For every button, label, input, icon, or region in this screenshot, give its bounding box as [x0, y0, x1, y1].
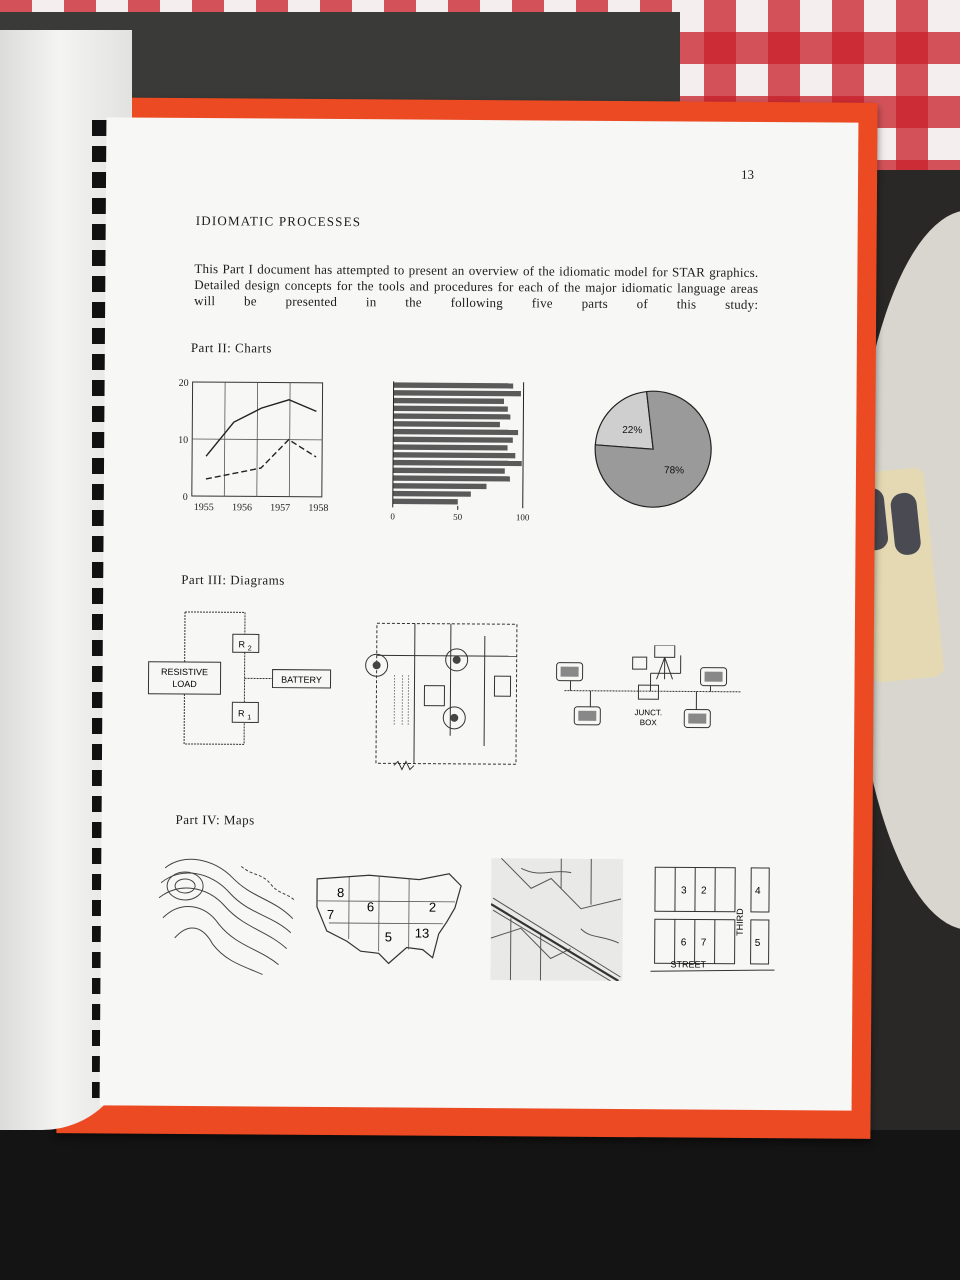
street-map	[490, 858, 623, 981]
us-region-number: 7	[326, 906, 335, 922]
series-line	[206, 399, 316, 457]
part-iii-label: Part III: Diagrams	[181, 571, 285, 588]
y-tick-label: 20	[178, 377, 189, 389]
block-diagram	[144, 610, 335, 751]
intro-paragraph: This Part I document has attempted to present an overview of the idiomatic model for STAR graphics. Detailed design concepts for the tools and procedures for each of the major idiomatic language areas will be presented in the following five parts of this study:	[194, 261, 759, 312]
lot-number: 6	[680, 937, 687, 949]
page-number: 13	[741, 166, 755, 182]
lot-number: 4	[755, 885, 761, 897]
device-key	[890, 492, 922, 556]
bar	[393, 421, 500, 427]
us-map-svg	[309, 867, 470, 968]
us-region-number: 13	[414, 925, 430, 941]
bar	[393, 413, 510, 419]
pie-chart-figure	[589, 385, 720, 516]
resistor-r2-box	[233, 634, 259, 652]
bar-axis	[523, 382, 524, 508]
junction-box-label-line1: JUNCT.	[634, 708, 663, 718]
part-iv-label: Part IV: Maps	[175, 811, 255, 828]
x-tick-label: 1955	[193, 502, 214, 514]
bar-chart	[379, 377, 540, 524]
bar	[393, 452, 515, 458]
part-ii-label: Part II: Charts	[190, 339, 273, 356]
junction-box-label-line2: BOX	[639, 718, 657, 728]
bar-chart-figure	[379, 377, 540, 524]
us-region-number: 6	[366, 899, 375, 915]
bar	[393, 468, 505, 474]
section-heading: IDIOMATIC PROCESSES	[195, 213, 362, 230]
bar	[393, 483, 487, 489]
resistor-r1-box	[232, 702, 258, 722]
lot-map	[650, 865, 781, 978]
y-tick-label: 0	[182, 491, 188, 503]
street-label: STREET	[670, 959, 707, 970]
pie-chart	[589, 385, 720, 516]
bar	[393, 460, 522, 466]
lot-number: 3	[681, 885, 687, 897]
circuit-schematic-svg	[354, 615, 525, 776]
us-region-number: 8	[336, 885, 345, 901]
x-tick-label: 0	[390, 511, 395, 522]
bar	[393, 406, 507, 412]
bar	[393, 499, 458, 505]
bar	[393, 398, 504, 404]
load-label: LOAD	[172, 678, 197, 690]
third-street-label: THIRD	[734, 908, 745, 936]
lot-number: 2	[701, 885, 707, 897]
network-diagram	[550, 645, 746, 756]
pie-slice-label: 22%	[622, 425, 643, 437]
x-tick-label: 1958	[308, 502, 329, 514]
r1-label: R	[238, 708, 245, 719]
pie-slice	[595, 391, 653, 449]
r2-label: R	[238, 639, 246, 650]
circuit-schematic	[354, 615, 525, 776]
street-map-svg	[490, 858, 623, 981]
pie-slice-label: 78%	[663, 465, 685, 477]
block-diagram-svg	[144, 610, 335, 751]
bar	[393, 475, 510, 481]
contour-map-svg	[152, 848, 298, 979]
network-diagram-svg	[550, 645, 746, 756]
lot-number: 5	[754, 937, 761, 949]
grid-line	[192, 439, 322, 440]
us-region-number: 5	[384, 929, 393, 945]
bar	[393, 429, 518, 435]
bar	[393, 437, 513, 443]
line-chart	[170, 376, 331, 517]
r2-subscript: 2	[247, 645, 252, 653]
battery-label: BATTERY	[281, 674, 322, 685]
contour-map	[152, 848, 298, 979]
x-tick-label: 100	[515, 512, 530, 523]
series-line	[206, 439, 316, 480]
lot-map-svg	[650, 865, 781, 978]
x-tick-label: 50	[453, 511, 463, 522]
bar	[393, 491, 471, 497]
r1-subscript: 1	[247, 714, 252, 722]
resistive-label: RESISTIVE	[161, 666, 209, 678]
us-map	[309, 867, 470, 968]
lot-number: 7	[700, 937, 707, 949]
line-chart-figure	[170, 376, 331, 517]
bar	[394, 390, 521, 396]
x-tick-label: 1956	[231, 502, 253, 514]
x-tick-label: 1957	[270, 502, 291, 514]
y-tick-label: 10	[178, 434, 189, 446]
bar	[393, 444, 507, 450]
floor	[0, 1130, 960, 1280]
bar	[394, 382, 514, 388]
us-region-number: 2	[428, 899, 437, 915]
document-page	[100, 117, 859, 1110]
